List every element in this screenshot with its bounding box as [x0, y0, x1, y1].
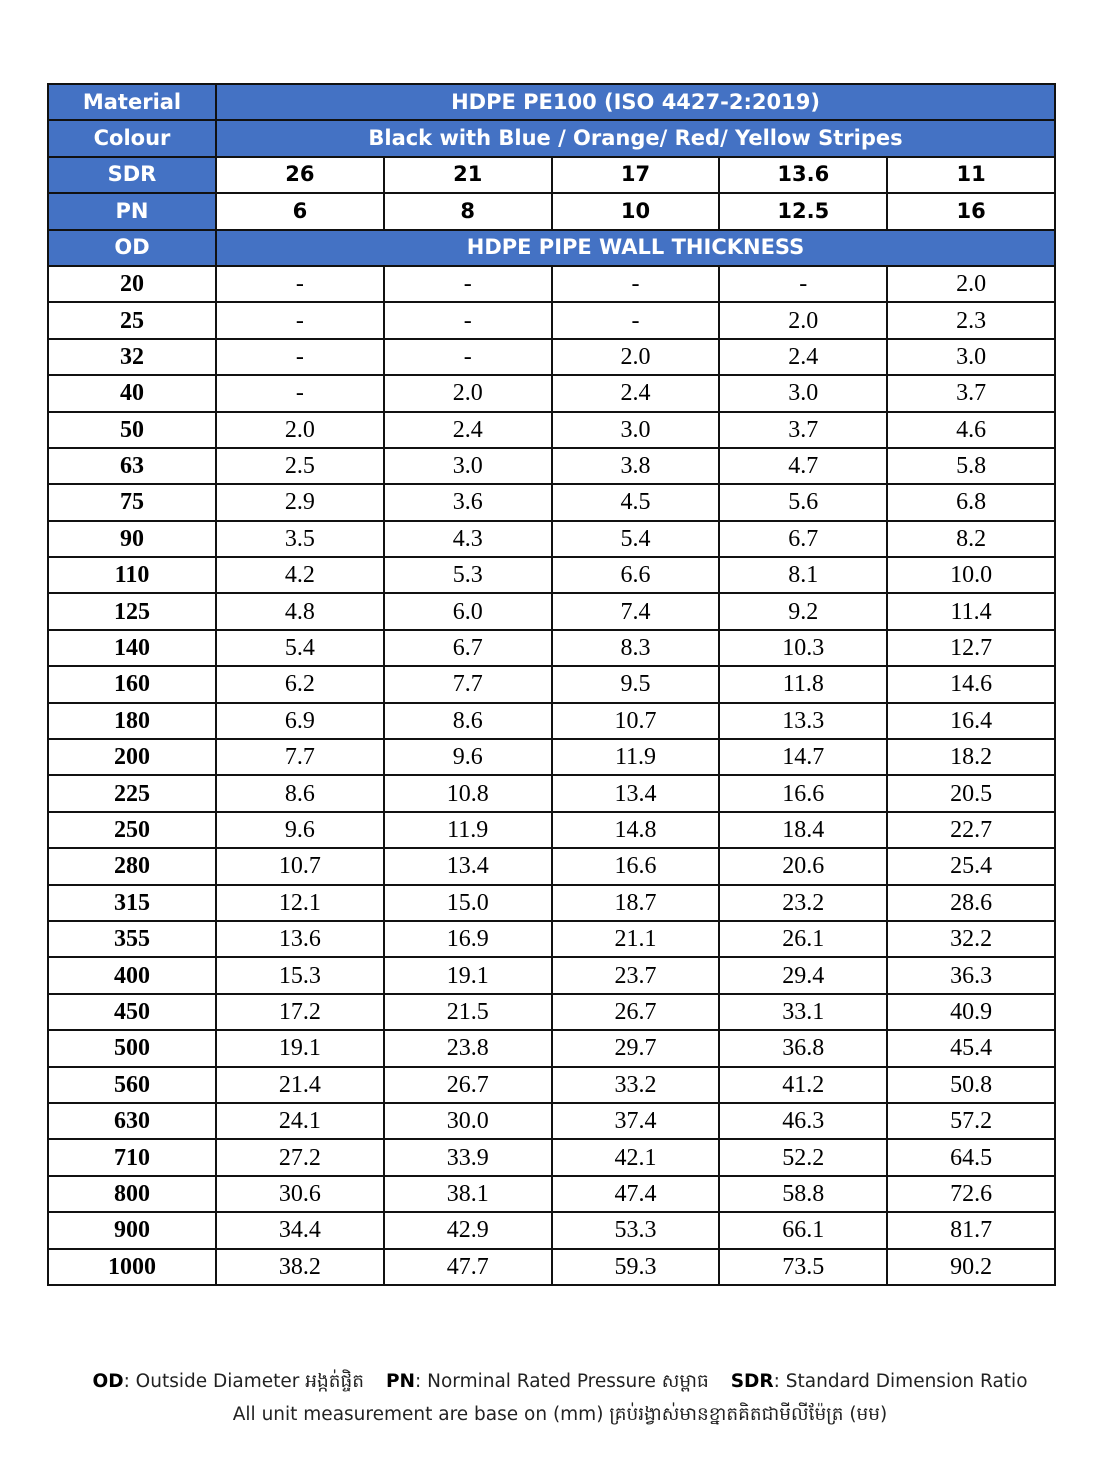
- od-cell: 560: [48, 1067, 216, 1103]
- thickness-cell: 14.7: [719, 739, 887, 775]
- thickness-cell: 18.4: [719, 812, 887, 848]
- thickness-cell: 20.5: [887, 775, 1055, 811]
- thickness-cell: 2.5: [216, 448, 384, 484]
- thickness-cell: 26.7: [552, 994, 720, 1030]
- sdr-value: 11: [887, 157, 1055, 193]
- od-cell: 500: [48, 1030, 216, 1066]
- od-cell: 140: [48, 630, 216, 666]
- thickness-cell: 2.0: [384, 375, 552, 411]
- thickness-cell: 73.5: [719, 1249, 887, 1285]
- thickness-cell: -: [719, 266, 887, 302]
- thickness-cell: 21.5: [384, 994, 552, 1030]
- thickness-cell: 15.0: [384, 885, 552, 921]
- thickness-cell: 4.2: [216, 557, 384, 593]
- table-row: [48, 994, 1055, 1030]
- thickness-cell: 7.4: [552, 593, 720, 629]
- thickness-cell: 9.6: [384, 739, 552, 775]
- thickness-cell: 2.3: [887, 302, 1055, 338]
- thickness-cell: 66.1: [719, 1212, 887, 1248]
- thickness-cell: 14.6: [887, 666, 1055, 702]
- thickness-cell: -: [384, 266, 552, 302]
- thickness-cell: 38.2: [216, 1249, 384, 1285]
- thickness-cell: 6.7: [384, 630, 552, 666]
- thickness-cell: 47.7: [384, 1249, 552, 1285]
- colour-label: Colour: [48, 120, 216, 156]
- thickness-cell: 5.6: [719, 484, 887, 520]
- thickness-cell: 8.2: [887, 521, 1055, 557]
- table-row: [48, 1030, 1055, 1066]
- od-cell: 110: [48, 557, 216, 593]
- sdr-row: [48, 157, 1055, 193]
- od-cell: 225: [48, 775, 216, 811]
- thickness-cell: 8.3: [552, 630, 720, 666]
- unit-note: All unit measurement are base on (mm) គ្រប់រង្វាស់មានខ្នាតគិតជាមីលីម៉ែត្រ (មម): [232, 1404, 888, 1425]
- thickness-cell: 4.6: [887, 412, 1055, 448]
- thickness-cell: 40.9: [887, 994, 1055, 1030]
- thickness-cell: 8.6: [216, 775, 384, 811]
- thickness-cell: 3.0: [719, 375, 887, 411]
- thickness-cell: -: [216, 375, 384, 411]
- thickness-cell: 90.2: [887, 1249, 1055, 1285]
- sdr-value: 21: [384, 157, 552, 193]
- thickness-cell: 14.8: [552, 812, 720, 848]
- thickness-cell: 16.6: [552, 848, 720, 884]
- thickness-cell: 46.3: [719, 1103, 887, 1139]
- thickness-cell: 9.6: [216, 812, 384, 848]
- thickness-cell: 10.7: [216, 848, 384, 884]
- thickness-cell: 18.2: [887, 739, 1055, 775]
- material-value: HDPE PE100 (ISO 4427-2:2019): [216, 84, 1055, 120]
- thickness-cell: 11.9: [552, 739, 720, 775]
- od-cell: 710: [48, 1139, 216, 1175]
- thickness-cell: 34.4: [216, 1212, 384, 1248]
- pn-row: [48, 193, 1055, 229]
- pn-value: 16: [887, 193, 1055, 229]
- thickness-cell: 7.7: [216, 739, 384, 775]
- sdr-value: 13.6: [719, 157, 887, 193]
- table-row: [48, 448, 1055, 484]
- thickness-cell: 10.3: [719, 630, 887, 666]
- thickness-cell: 16.9: [384, 921, 552, 957]
- thickness-cell: 2.0: [887, 266, 1055, 302]
- od-cell: 450: [48, 994, 216, 1030]
- table-row: [48, 739, 1055, 775]
- thickness-cell: 24.1: [216, 1103, 384, 1139]
- table-row: [48, 266, 1055, 302]
- thickness-cell: 21.1: [552, 921, 720, 957]
- thickness-cell: 3.0: [552, 412, 720, 448]
- thickness-cell: 4.7: [719, 448, 887, 484]
- od-cell: 280: [48, 848, 216, 884]
- thickness-cell: 6.6: [552, 557, 720, 593]
- thickness-cell: 22.7: [887, 812, 1055, 848]
- table-row: [48, 521, 1055, 557]
- thickness-cell: 16.6: [719, 775, 887, 811]
- pn-value: 6: [216, 193, 384, 229]
- thickness-cell: 13.4: [552, 775, 720, 811]
- pn-value: 12.5: [719, 193, 887, 229]
- thickness-cell: 12.1: [216, 885, 384, 921]
- thickness-cell: 3.0: [384, 448, 552, 484]
- thickness-cell: 6.2: [216, 666, 384, 702]
- thickness-cell: 3.7: [887, 375, 1055, 411]
- od-cell: 160: [48, 666, 216, 702]
- od-cell: 90: [48, 521, 216, 557]
- table-row: [48, 375, 1055, 411]
- thickness-cell: 26.7: [384, 1067, 552, 1103]
- thickness-cell: 20.6: [719, 848, 887, 884]
- sdr-value: 17: [552, 157, 720, 193]
- thickness-cell: 37.4: [552, 1103, 720, 1139]
- od-cell: 25: [48, 302, 216, 338]
- thickness-cell: 36.8: [719, 1030, 887, 1066]
- thickness-cell: 23.8: [384, 1030, 552, 1066]
- table-row: [48, 1176, 1055, 1212]
- thickness-cell: 58.8: [719, 1176, 887, 1212]
- wall-thickness-title: HDPE PIPE WALL THICKNESS: [216, 230, 1055, 266]
- thickness-cell: 5.4: [216, 630, 384, 666]
- thickness-cell: 53.3: [552, 1212, 720, 1248]
- thickness-cell: 15.3: [216, 957, 384, 993]
- thickness-cell: 9.5: [552, 666, 720, 702]
- thickness-cell: -: [552, 266, 720, 302]
- table-row: [48, 1139, 1055, 1175]
- table-row: [48, 1103, 1055, 1139]
- thickness-cell: 64.5: [887, 1139, 1055, 1175]
- table-row: [48, 1067, 1055, 1103]
- thickness-cell: 30.6: [216, 1176, 384, 1212]
- thickness-cell: 5.3: [384, 557, 552, 593]
- table-row: [48, 921, 1055, 957]
- od-cell: 40: [48, 375, 216, 411]
- od-cell: 900: [48, 1212, 216, 1248]
- thickness-cell: 13.6: [216, 921, 384, 957]
- od-cell: 32: [48, 339, 216, 375]
- table-row: [48, 812, 1055, 848]
- thickness-cell: 29.4: [719, 957, 887, 993]
- thickness-cell: 33.9: [384, 1139, 552, 1175]
- thickness-cell: 10.0: [887, 557, 1055, 593]
- thickness-cell: 19.1: [216, 1030, 384, 1066]
- table-row: [48, 703, 1055, 739]
- thickness-cell: 30.0: [384, 1103, 552, 1139]
- table-row: [48, 1249, 1055, 1285]
- thickness-cell: -: [384, 302, 552, 338]
- od-desc: : Outside Diameter អង្កត់ផ្ចិត: [123, 1371, 364, 1392]
- pn-value: 10: [552, 193, 720, 229]
- od-cell: 125: [48, 593, 216, 629]
- od-cell: 355: [48, 921, 216, 957]
- thickness-cell: 38.1: [384, 1176, 552, 1212]
- thickness-cell: 7.7: [384, 666, 552, 702]
- thickness-table-body: [48, 266, 1055, 1285]
- colour-value: Black with Blue / Orange/ Red/ Yellow Stripes: [216, 120, 1055, 156]
- sdr-value: 26: [216, 157, 384, 193]
- thickness-cell: 45.4: [887, 1030, 1055, 1066]
- thickness-cell: 3.5: [216, 521, 384, 557]
- thickness-cell: 33.1: [719, 994, 887, 1030]
- thickness-cell: 8.1: [719, 557, 887, 593]
- thickness-cell: 2.0: [216, 412, 384, 448]
- table-row: [48, 557, 1055, 593]
- od-cell: 800: [48, 1176, 216, 1212]
- thickness-cell: 50.8: [887, 1067, 1055, 1103]
- table-row: [48, 1212, 1055, 1248]
- thickness-cell: 81.7: [887, 1212, 1055, 1248]
- material-label: Material: [48, 84, 216, 120]
- thickness-cell: 72.6: [887, 1176, 1055, 1212]
- thickness-cell: 10.8: [384, 775, 552, 811]
- od-cell: 315: [48, 885, 216, 921]
- od-cell: 63: [48, 448, 216, 484]
- thickness-cell: 2.9: [216, 484, 384, 520]
- od-cell: 1000: [48, 1249, 216, 1285]
- thickness-cell: 57.2: [887, 1103, 1055, 1139]
- thickness-cell: 9.2: [719, 593, 887, 629]
- table-row: [48, 302, 1055, 338]
- sdr-label: SDR: [48, 157, 216, 193]
- table-row: [48, 848, 1055, 884]
- od-cell: 400: [48, 957, 216, 993]
- thickness-cell: 13.3: [719, 703, 887, 739]
- thickness-cell: 6.7: [719, 521, 887, 557]
- thickness-cell: 28.6: [887, 885, 1055, 921]
- thickness-cell: 2.0: [552, 339, 720, 375]
- od-label: OD: [48, 230, 216, 266]
- material-row: [48, 84, 1055, 120]
- colour-row: [48, 120, 1055, 156]
- thickness-cell: 5.4: [552, 521, 720, 557]
- thickness-cell: 4.8: [216, 593, 384, 629]
- thickness-cell: 52.2: [719, 1139, 887, 1175]
- thickness-cell: -: [216, 302, 384, 338]
- thickness-cell: 3.7: [719, 412, 887, 448]
- od-cell: 180: [48, 703, 216, 739]
- thickness-cell: 3.0: [887, 339, 1055, 375]
- od-cell: 75: [48, 484, 216, 520]
- thickness-cell: 8.6: [384, 703, 552, 739]
- od-header-row: [48, 230, 1055, 266]
- od-abbr: OD: [92, 1371, 124, 1392]
- thickness-cell: 42.1: [552, 1139, 720, 1175]
- pn-abbr: PN: [385, 1371, 416, 1392]
- thickness-cell: 11.8: [719, 666, 887, 702]
- abbreviation-legend: [0, 1370, 1120, 1397]
- thickness-cell: 12.7: [887, 630, 1055, 666]
- od-cell: 50: [48, 412, 216, 448]
- thickness-cell: 29.7: [552, 1030, 720, 1066]
- od-cell: 630: [48, 1103, 216, 1139]
- thickness-cell: 4.3: [384, 521, 552, 557]
- thickness-cell: 41.2: [719, 1067, 887, 1103]
- table-row: [48, 412, 1055, 448]
- thickness-cell: 4.5: [552, 484, 720, 520]
- od-cell: 20: [48, 266, 216, 302]
- thickness-cell: 2.4: [552, 375, 720, 411]
- table-row: [48, 339, 1055, 375]
- thickness-cell: 23.2: [719, 885, 887, 921]
- thickness-cell: 21.4: [216, 1067, 384, 1103]
- od-cell: 250: [48, 812, 216, 848]
- thickness-cell: 16.4: [887, 703, 1055, 739]
- thickness-cell: 13.4: [384, 848, 552, 884]
- thickness-cell: 42.9: [384, 1212, 552, 1248]
- table-row: [48, 630, 1055, 666]
- thickness-cell: 10.7: [552, 703, 720, 739]
- pipe-spec-table: [47, 83, 1056, 1286]
- thickness-cell: 5.8: [887, 448, 1055, 484]
- table-row: [48, 885, 1055, 921]
- table-row: [48, 593, 1055, 629]
- sdr-desc: : Standard Dimension Ratio: [773, 1371, 1028, 1392]
- thickness-cell: 27.2: [216, 1139, 384, 1175]
- thickness-cell: 33.2: [552, 1067, 720, 1103]
- thickness-cell: 19.1: [384, 957, 552, 993]
- thickness-cell: 26.1: [719, 921, 887, 957]
- thickness-cell: -: [552, 302, 720, 338]
- thickness-cell: 6.8: [887, 484, 1055, 520]
- thickness-cell: 25.4: [887, 848, 1055, 884]
- od-cell: 200: [48, 739, 216, 775]
- thickness-cell: 32.2: [887, 921, 1055, 957]
- thickness-cell: 3.6: [384, 484, 552, 520]
- thickness-cell: 36.3: [887, 957, 1055, 993]
- thickness-cell: 6.9: [216, 703, 384, 739]
- thickness-cell: -: [216, 266, 384, 302]
- thickness-cell: -: [216, 339, 384, 375]
- thickness-cell: 23.7: [552, 957, 720, 993]
- pn-label: PN: [48, 193, 216, 229]
- thickness-cell: 2.0: [719, 302, 887, 338]
- table-row: [48, 666, 1055, 702]
- thickness-cell: 11.4: [887, 593, 1055, 629]
- thickness-cell: 59.3: [552, 1249, 720, 1285]
- thickness-cell: 11.9: [384, 812, 552, 848]
- thickness-cell: 17.2: [216, 994, 384, 1030]
- sdr-abbr: SDR: [730, 1371, 774, 1392]
- table-row: [48, 484, 1055, 520]
- thickness-cell: 3.8: [552, 448, 720, 484]
- thickness-cell: -: [384, 339, 552, 375]
- thickness-cell: 2.4: [719, 339, 887, 375]
- table-row: [48, 957, 1055, 993]
- thickness-cell: 2.4: [384, 412, 552, 448]
- pn-value: 8: [384, 193, 552, 229]
- thickness-cell: 6.0: [384, 593, 552, 629]
- pn-desc: : Norminal Rated Pressure សម្ពាធ: [415, 1371, 709, 1392]
- thickness-cell: 18.7: [552, 885, 720, 921]
- table-row: [48, 775, 1055, 811]
- thickness-cell: 47.4: [552, 1176, 720, 1212]
